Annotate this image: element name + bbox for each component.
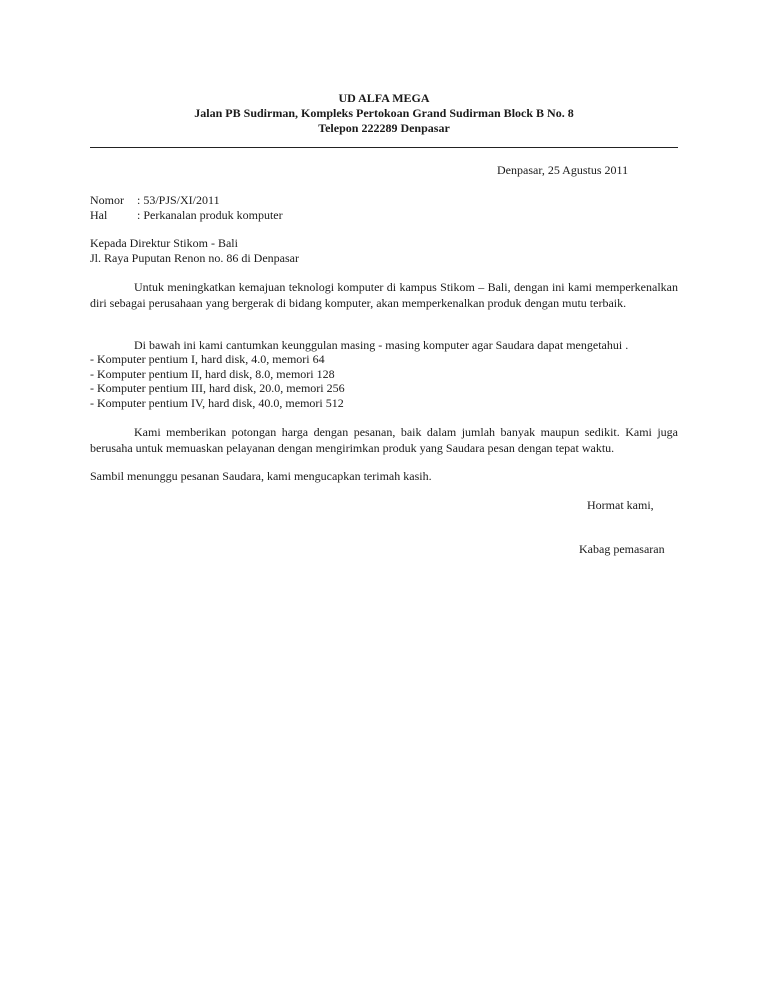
letter-date: Denpasar, 25 Agustus 2011	[497, 163, 629, 177]
nomor-value: : 53/PJS/XI/2011	[137, 193, 220, 207]
recipient-name: Kepada Direktur Stikom - Bali	[90, 236, 238, 250]
nomor-label: Nomor	[90, 193, 124, 207]
signatory-title: Kabag pemasaran	[579, 542, 665, 556]
company-address: Jalan PB Sudirman, Kompleks Pertokoan Grand Sudirman Block B No. 8	[194, 106, 574, 120]
closing-greeting: Hormat kami,	[587, 498, 654, 512]
list-item: - Komputer pentium I, hard disk, 4.0, memori 64	[90, 352, 325, 366]
header-divider	[90, 147, 678, 148]
list-item: - Komputer pentium IV, hard disk, 40.0, memori 512	[90, 396, 344, 410]
list-item: - Komputer pentium II, hard disk, 8.0, memori 128	[90, 367, 335, 381]
company-phone: Telepon 222289 Denpasar	[318, 121, 450, 135]
body-paragraph-intro: Untuk meningkatkan kemajuan teknologi komputer di kampus Stikom – Bali, dengan ini kami memperkenalkan diri sebagai perusahaan yang bergerak di bidang komputer, akan memperkenalkan produk dengan mutu terbaik.	[90, 280, 678, 310]
list-item: - Komputer pentium III, hard disk, 20.0, memori 256	[90, 381, 345, 395]
body-paragraph-discount: Kami memberikan potongan harga dengan pesanan, baik dalam jumlah banyak maupun sedikit. Kami juga berusaha untuk memuaskan pelayanan dengan mengirimkan produk yang Saudara pesan dengan tepat waktu.	[90, 425, 678, 455]
recipient-address: Jl. Raya Puputan Renon no. 86 di Denpasar	[90, 251, 299, 265]
hal-line	[90, 207, 283, 223]
company-name: UD ALFA MEGA	[338, 91, 430, 105]
body-paragraph-thanks: Sambil menunggu pesanan Saudara, kami mengucapkan terimah kasih.	[90, 469, 432, 483]
hal-label: Hal	[90, 208, 108, 222]
hal-value: : Perkanalan produk komputer	[137, 208, 283, 222]
body-paragraph-list-intro: Di bawah ini kami cantumkan keunggulan masing - masing komputer agar Saudara dapat mengetahui .	[134, 338, 629, 352]
nomor-line	[90, 192, 220, 208]
